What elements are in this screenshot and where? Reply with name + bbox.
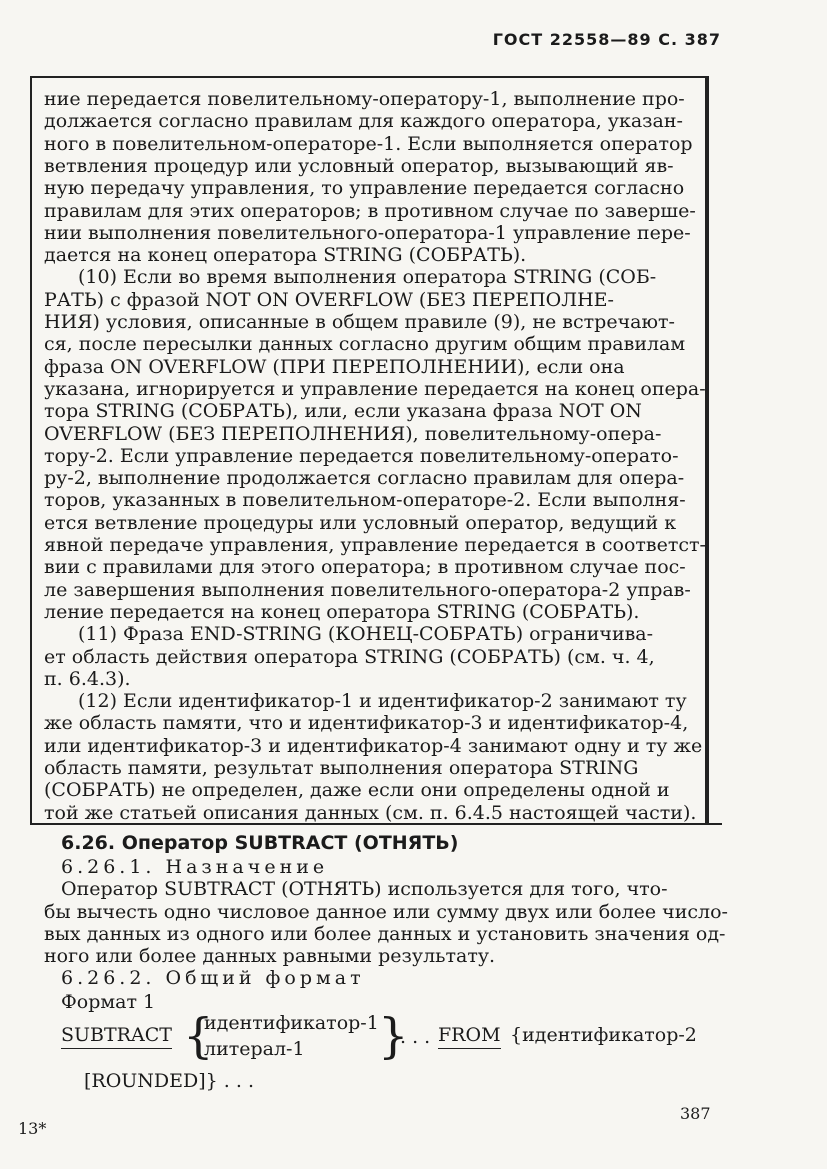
box-text-line: ветвления процедур или условный оператор, вызывающий яв- (44, 154, 674, 177)
box-text-line: НИЯ) условия, описанные в общем правиле (9), не встречают- (44, 311, 675, 333)
box-text-line: фраза ON OVERFLOW (ПРИ ПЕРЕПОЛНЕНИИ), если она (44, 355, 625, 378)
body-line-2: бы вычесть одно числовое данное или сумму двух или более число- (44, 901, 728, 923)
box-text-line: (СОБРАТЬ) не определен, даже если они определены одной и (44, 779, 670, 802)
body-line-1: Оператор SUBTRACT (ОТНЯТЬ) используется для того, что- (61, 878, 668, 900)
target-identifier: {идентификатор-2 (510, 1024, 697, 1046)
option-identifier: идентификатор-1 (204, 1012, 379, 1034)
box-text-line: указана, игнорируется и управление передается на конец опера- (44, 377, 706, 400)
box-text-line: ле завершения выполнения повелительного-оператора-2 управ- (44, 578, 691, 601)
body-line-4: ного или более данных равными результату. (44, 945, 496, 967)
box-text-line: ние передается повелительному-оператору-1, выполнение про- (44, 88, 685, 110)
box-text-line: явной передаче управления, управление передается в соответст- (44, 534, 706, 556)
box-text-line: ление передается на конец оператора STRING (СОБРАТЬ). (44, 600, 640, 623)
box-text-line: вии с правилами для этого оператора; в противном случае пос- (44, 556, 686, 579)
box-text-line: дается на конец оператора STRING (СОБРАТЬ). (44, 244, 527, 267)
box-text-line: OVERFLOW (БЕЗ ПЕРЕПОЛНЕНИЯ), повелительному-опера- (44, 422, 662, 445)
box-right-border (707, 76, 709, 824)
box-text-line: ру-2, выполнение продолжается согласно правилам для опера- (44, 467, 685, 490)
box-text-line: тору-2. Если управление передается повелительному-операто- (44, 444, 679, 467)
box-text-line: или идентификатор-3 и идентификатор-4 занимают одну и ту же (44, 734, 703, 757)
box-text-line: правилам для этих операторов; в противном случае по заверше- (44, 199, 696, 222)
box-text-line: той же статьей описания данных (см. п. 6.4.5 настоящей части). (44, 801, 697, 824)
box-text-line: же область памяти, что и идентификатор-3 и идентификатор-4, (44, 712, 689, 735)
box-text-line: область памяти, результат выполнения оператора STRING (44, 757, 639, 779)
box-text-line: ет область действия оператора STRING (СОБРАТЬ) (см. ч. 4, (44, 645, 655, 668)
box-text-line: РАТЬ) с фразой NOT ON OVERFLOW (БЕЗ ПЕРЕПОЛНЕ- (44, 288, 614, 311)
box-text-line: ся, после пересылки данных согласно другим общим правилам (44, 333, 686, 356)
box-text-line: ную передачу управления, то управление передается согласно (44, 177, 685, 200)
box-text-line: нии выполнения повелительного-оператора-1 управление пере- (44, 221, 691, 244)
body-line-3: вых данных из одного или более данных и установить значения од- (44, 923, 726, 945)
option-literal: литерал-1 (204, 1038, 305, 1060)
box-text-line: ного в повелительном-операторе-1. Если выполняется оператор (44, 132, 693, 155)
format-label: Формат 1 (61, 991, 156, 1013)
keyword-from: FROM (438, 1024, 501, 1049)
box-text-line: (12) Если идентификатор-1 и идентификатор-2 занимают ту (78, 690, 687, 713)
right-brace: } (378, 1008, 409, 1064)
box-text-line: торов, указанных в повелительном-операторе-2. Если выполня- (44, 489, 686, 512)
box-text-line: тора STRING (СОБРАТЬ), или, если указана фраза NOT ON (44, 400, 642, 423)
box-text-line: должается согласно правилам для каждого оператора, указан- (44, 110, 683, 133)
page-number: 387 (680, 1104, 711, 1123)
ellipsis: . . . (400, 1026, 431, 1048)
box-text-line: п. 6.4.3). (44, 667, 131, 690)
footer-left-mark: 13* (18, 1119, 47, 1138)
section-title: 6.26. Оператор SUBTRACT (ОТНЯТЬ) (61, 832, 459, 854)
box-text-line: (10) Если во время выполнения оператора STRING (СОБ- (78, 266, 657, 289)
rounded-clause: [ROUNDED]} . . . (84, 1070, 255, 1092)
left-brace: { (183, 1008, 214, 1064)
subsection-title-1: 6.26.1. Назначение (61, 856, 329, 878)
subsection-title-2: 6.26.2. Общий формат (61, 967, 365, 989)
keyword-subtract: SUBTRACT (61, 1024, 172, 1049)
page-header: ГОСТ 22558—89 С. 387 (492, 30, 721, 49)
box-text-line: (11) Фраза END-STRING (КОНЕЦ-СОБРАТЬ) ограничива- (78, 623, 654, 646)
box-text-line: ется ветвление процедуры или условный оператор, ведущий к (44, 511, 677, 534)
